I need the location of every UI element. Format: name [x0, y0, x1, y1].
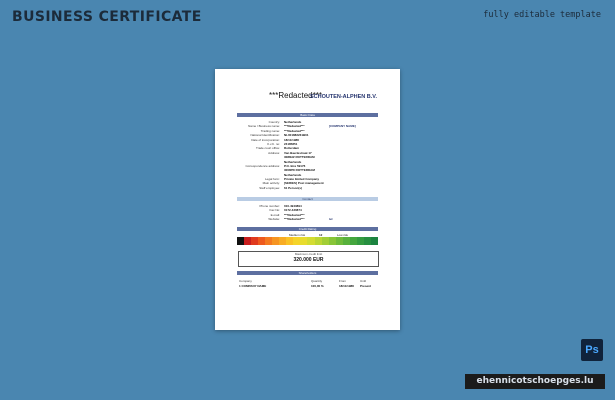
- credit-limit-box: [238, 251, 379, 267]
- row-label: Trading name:: [260, 128, 280, 133]
- scale-segment: [265, 237, 272, 245]
- row-value: Private limited Company: [284, 177, 320, 182]
- scale-segment: [286, 237, 293, 245]
- row-label: E-mail:: [270, 212, 280, 217]
- scale-segment: [364, 237, 371, 245]
- scale-segment: [272, 237, 279, 245]
- row-value: ***Redacted***: [284, 217, 305, 222]
- page-title: BUSINESS CERTIFICATE: [12, 9, 202, 25]
- row-label: Staff employee:: [259, 185, 280, 190]
- row-value: 010-4943894: [284, 204, 302, 208]
- row-value: Netherlands: [284, 159, 302, 164]
- credit-rating-scale: [237, 237, 378, 245]
- row-value: Van Baerlestraat 17: [284, 150, 312, 155]
- row-value: 0172-430874: [284, 208, 302, 213]
- row-label: Phone number:: [259, 204, 280, 208]
- scale-segment: [279, 237, 286, 245]
- row-value: Rotterdam: [284, 146, 300, 151]
- document-header: [215, 91, 400, 111]
- section-bar-contact: Contact: [237, 197, 378, 201]
- scale-segment: [300, 237, 307, 245]
- row-value: 3008PD ROTTERDAM: [284, 168, 315, 173]
- section-bar-shareholders: Shareholders: [237, 271, 378, 275]
- row-extra: tel: [329, 217, 333, 222]
- row-value: 3088HZ ROTTERDAM: [284, 155, 315, 160]
- row-value: 61 Person(s): [284, 185, 303, 190]
- scale-segment: [251, 237, 258, 245]
- row-value: Netherlands: [284, 172, 302, 177]
- row-label: Country:: [268, 120, 280, 124]
- col-company: Company: [239, 279, 252, 283]
- row-label: Website:: [268, 217, 280, 222]
- scale-segment: [258, 237, 265, 245]
- row-label: K.v.K. no:: [267, 141, 280, 146]
- shareholder-from: 18/11/1988: [339, 284, 354, 288]
- row-value: ***Redacted***: [284, 212, 305, 217]
- scale-segment: [336, 237, 343, 245]
- data-row: [235, 217, 385, 221]
- credit-limit-caption: Maximum credit limit: [294, 252, 323, 256]
- shareholder-company: 1 COMPANY NAME: [239, 284, 267, 288]
- data-row: [235, 186, 385, 190]
- row-label: Address:: [268, 150, 280, 155]
- contact-list: [235, 204, 385, 222]
- scale-segment: [329, 237, 336, 245]
- website-badge: ehennicotschoepges.lu: [465, 374, 605, 389]
- shareholder-quantity: 100,00 %: [311, 284, 324, 288]
- row-value: P.O. Box 59176: [284, 163, 306, 168]
- row-extra: [COMPANY NAME]: [329, 124, 356, 129]
- shareholders-header: [239, 279, 379, 283]
- row-value: ***Redacted***: [284, 128, 305, 133]
- row-value: ***Redacted***: [284, 124, 305, 129]
- row-value: Netherlands: [284, 120, 302, 124]
- col-until: Until: [360, 279, 367, 283]
- band-low-label: Low risk: [337, 233, 349, 237]
- scale-segment: [293, 237, 300, 245]
- col-from: From: [339, 279, 346, 283]
- scale-segment: [237, 237, 244, 245]
- row-label: Fax No:: [269, 208, 280, 213]
- section-bar-credit: Credit Rating: [237, 227, 378, 231]
- scale-segment: [357, 237, 364, 245]
- row-value: 18/11/1988: [284, 137, 299, 142]
- row-label: Date of incorporation:: [251, 137, 280, 142]
- row-value: NL001882231B01: [284, 133, 309, 138]
- row-label: Trade court office:: [255, 146, 280, 151]
- row-label: Main activity:: [262, 181, 280, 186]
- scale-segment: [350, 237, 357, 245]
- company-name: ***Redacted***: [269, 91, 322, 100]
- section-bar-basic: Basic Data: [237, 113, 378, 117]
- scale-segment: [322, 237, 329, 245]
- row-label: National Identification:: [250, 133, 280, 138]
- photoshop-icon: Ps: [581, 339, 603, 361]
- certificate-document: [215, 69, 400, 330]
- shareholder-until: Present: [360, 284, 372, 288]
- scale-segment: [343, 237, 350, 245]
- page-subtitle: fully editable template: [483, 10, 601, 20]
- scale-segment: [371, 237, 378, 245]
- shareholder-row: [239, 284, 379, 288]
- row-label: Name / Business name:: [248, 124, 280, 129]
- scale-segment: [244, 237, 251, 245]
- scale-segment: [315, 237, 322, 245]
- col-quantity: Quantity: [311, 279, 323, 283]
- band-medium-label: Medium risk: [289, 233, 306, 237]
- row-value: [SERIES] Post management: [284, 181, 324, 186]
- company-brand: SCHOUTEN-ALPHEN B.V.: [309, 94, 377, 100]
- scale-segment: [307, 237, 314, 245]
- basic-data-list: [235, 120, 385, 190]
- row-value: 24185851: [284, 141, 298, 146]
- credit-limit-value: 320.000 EUR: [293, 257, 324, 263]
- row-label: Correspondence address:: [245, 163, 280, 168]
- row-label: Legal form:: [264, 177, 280, 182]
- credit-score: 12: [319, 233, 323, 237]
